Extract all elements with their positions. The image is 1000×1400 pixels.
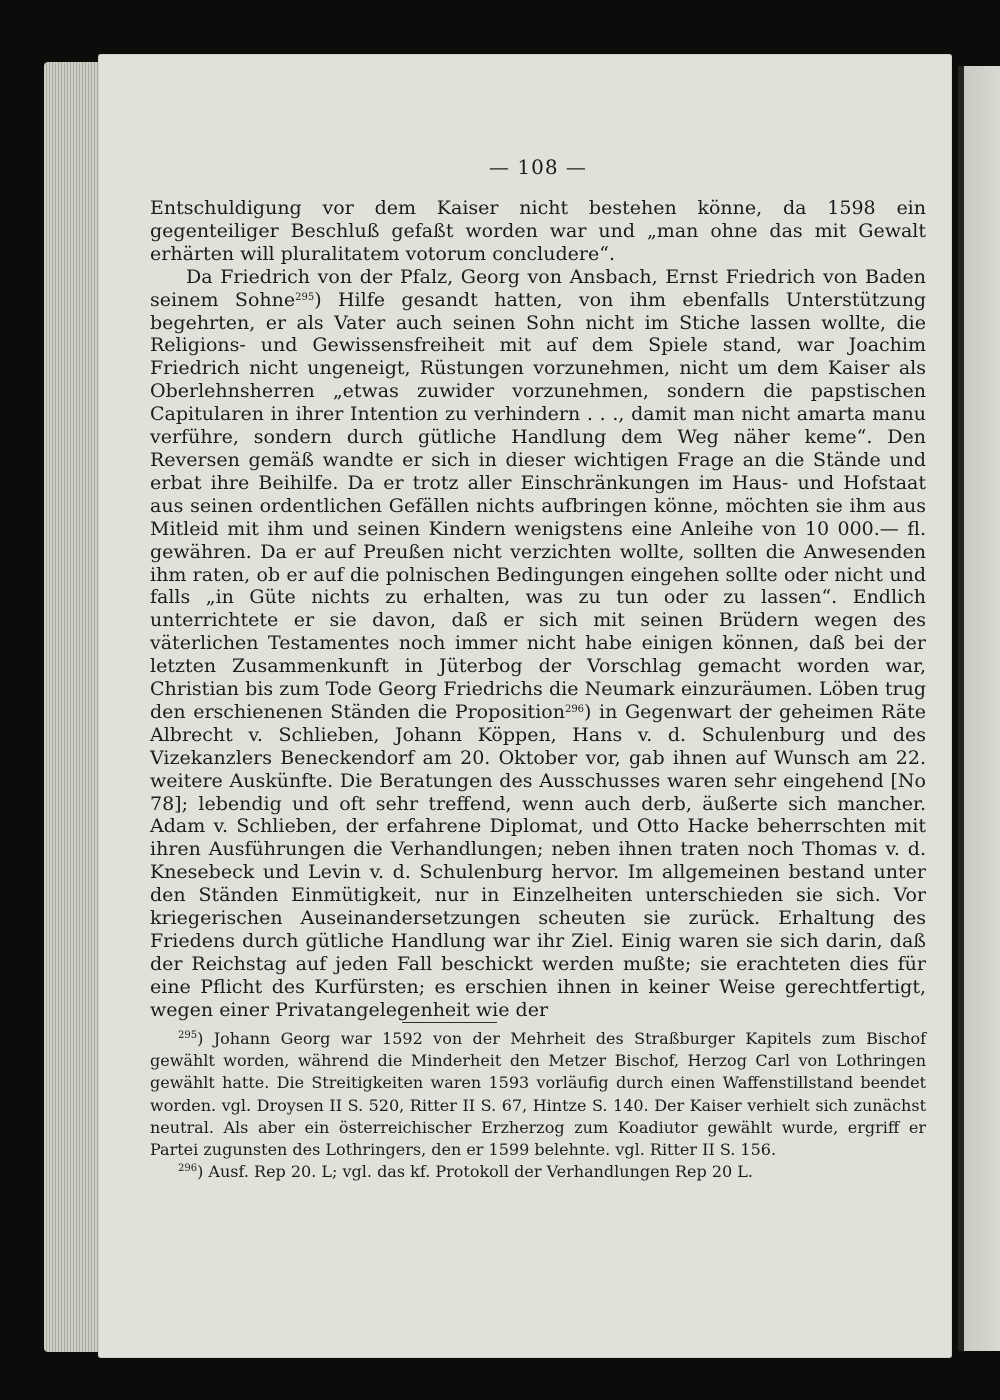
facing-page-edge: [958, 66, 1000, 1351]
footnote-text: ) Ausf. Rep 20. L; vgl. das kf. Protokoll der Verhandlungen Rep 20 L.: [197, 1162, 753, 1182]
paragraph-2: [150, 266, 926, 1022]
footnote-ref-295: 295: [295, 291, 315, 303]
footnote-296: [150, 1161, 926, 1183]
paragraph-2-part-a: Da Friedrich von der Pfalz, Georg von Ansbach, Ernst Friedrich von Baden seinem Sohne: [150, 265, 926, 311]
footnote-ref-296: 296: [564, 703, 585, 715]
paragraph-2-part-b: ) Hilfe gesandt hatten, von ihm ebenfalls Unterstützung begehrten, er als Vater auch seinen Sohn nicht im Stiche lassen wollte, die Religions- und Gewissensfreiheit mit auf dem Spiele stand, war Joachim Friedrich nicht ungeneigt, Rüstungen vorzunehmen, nicht um dem Kaiser als Oberlehnsherren „etwas zuwider vorzunehmen, sondern die papstischen Capitularen in ihrer Intention zu verhindern . . ., damit man nicht amarta manu verführe, sondern durch gütliche Handlung dem Weg näher keme“. Den Reversen gemäß wandte er sich in dieser wichtigen Frage an die Stände und erbat ihre Beihilfe. Da er trotz aller Einschränkungen im Haus- und Hofstaat aus seinen ordentlichen Gefällen nichts aufbringen könne, möchten sie ihm aus Mitleid mit ihm und seinen Kindern wenigstens eine Anleihe von 10 000.— fl. gewähren. Da er auf Preußen nicht verzichten wollte, sollten die Anwesenden ihm raten, ob er auf die polnischen Bedingungen eingehen sollte oder nicht und falls „in Güte nichts zu erhalten, was zu tun oder zu lassen“. Endlich unterrichtete er sie davon, daß er sich mit seinen Brüdern wegen des väterlichen Testamentes noch immer nicht habe einigen können, daß bei der letzten Zusammenkunft in Jüterbog der Vorschlag gemacht worden war, Christian bis zum Tode Georg Friedrichs die Neumark einzuräumen. Löben trug den erschienenen Ständen die Proposition: [150, 288, 927, 723]
body-text: [150, 197, 926, 1022]
footnote-divider: [402, 1022, 497, 1023]
footnote-text: ) Johann Georg war 1592 von der Mehrheit des Straßburger Kapitels zum Bischof gewählt worden, während die Minderheit den Metzer Bischof, Herzog Carl von Lothringen gewählt hatte. Die Streitigkeiten waren 1593 vorläufig durch einen Waffenstillstand beendet worden. vgl. Droysen II S. 520, Ritter II S. 67, Hintze S. 140. Der Kaiser verhielt sich zunächst neutral. Als aber ein österreichischer Erzherzog zum Koadiutor gewählt wurde, ergriff er Partei zugunsten des Lothringers, den er 1599 belehnte. vgl. Ritter II S. 156.: [150, 1029, 926, 1160]
footnote-295: [150, 1028, 926, 1161]
paragraph-2-part-c: ) in Gegenwart der geheimen Räte Albrecht v. Schlieben, Johann Köppen, Hans v. d. Schulenburg und des Vizekanzlers Beneckendorf am 20. Oktober vor, gab ihnen auf Wunsch am 22. weitere Auskünfte. Die Beratungen des Ausschusses waren sehr eingehend [No 78]; lebendig und oft sehr treffend, wenn auch derb, äußerte sich mancher. Adam v. Schlieben, der erfahrene Diplomat, und Otto Hacke beherrschten mit ihren Ausführungen die Verhandlungen; neben ihnen traten noch Thomas v. d. Knesebeck und Levin v. d. Schulenburg hervor. Im allgemeinen bestand unter den Ständen Einmütigkeit, nur in Einzelheiten unterschieden sie sich. Vor kriegerischen Auseinandersetzungen scheuten sie zurück. Erhaltung des Friedens durch gütliche Handlung war ihr Ziel. Einig waren sie sich darin, daß der Reichstag auf jeden Fall beschickt werden mußte; sie erachteten dies für eine Pflicht des Kurfürsten; es erschien ihnen in keiner Weise gerechtfertigt, wegen einer Privatangelegenheit wie der: [150, 700, 926, 1021]
footnote-mark: 295: [178, 1030, 198, 1041]
paragraph-1: Entschuldigung vor dem Kaiser nicht bestehen könne, da 1598 ein gegenteiliger Beschluß gefaßt worden war und „man ohne das mit Gewalt erhärten will pluralitatem votorum concludere“.: [150, 197, 926, 265]
page-stack-edges: [44, 62, 104, 1352]
footnotes: [150, 1028, 926, 1183]
page-number: — 108 —: [489, 155, 587, 179]
footnote-mark: 296: [178, 1163, 198, 1175]
